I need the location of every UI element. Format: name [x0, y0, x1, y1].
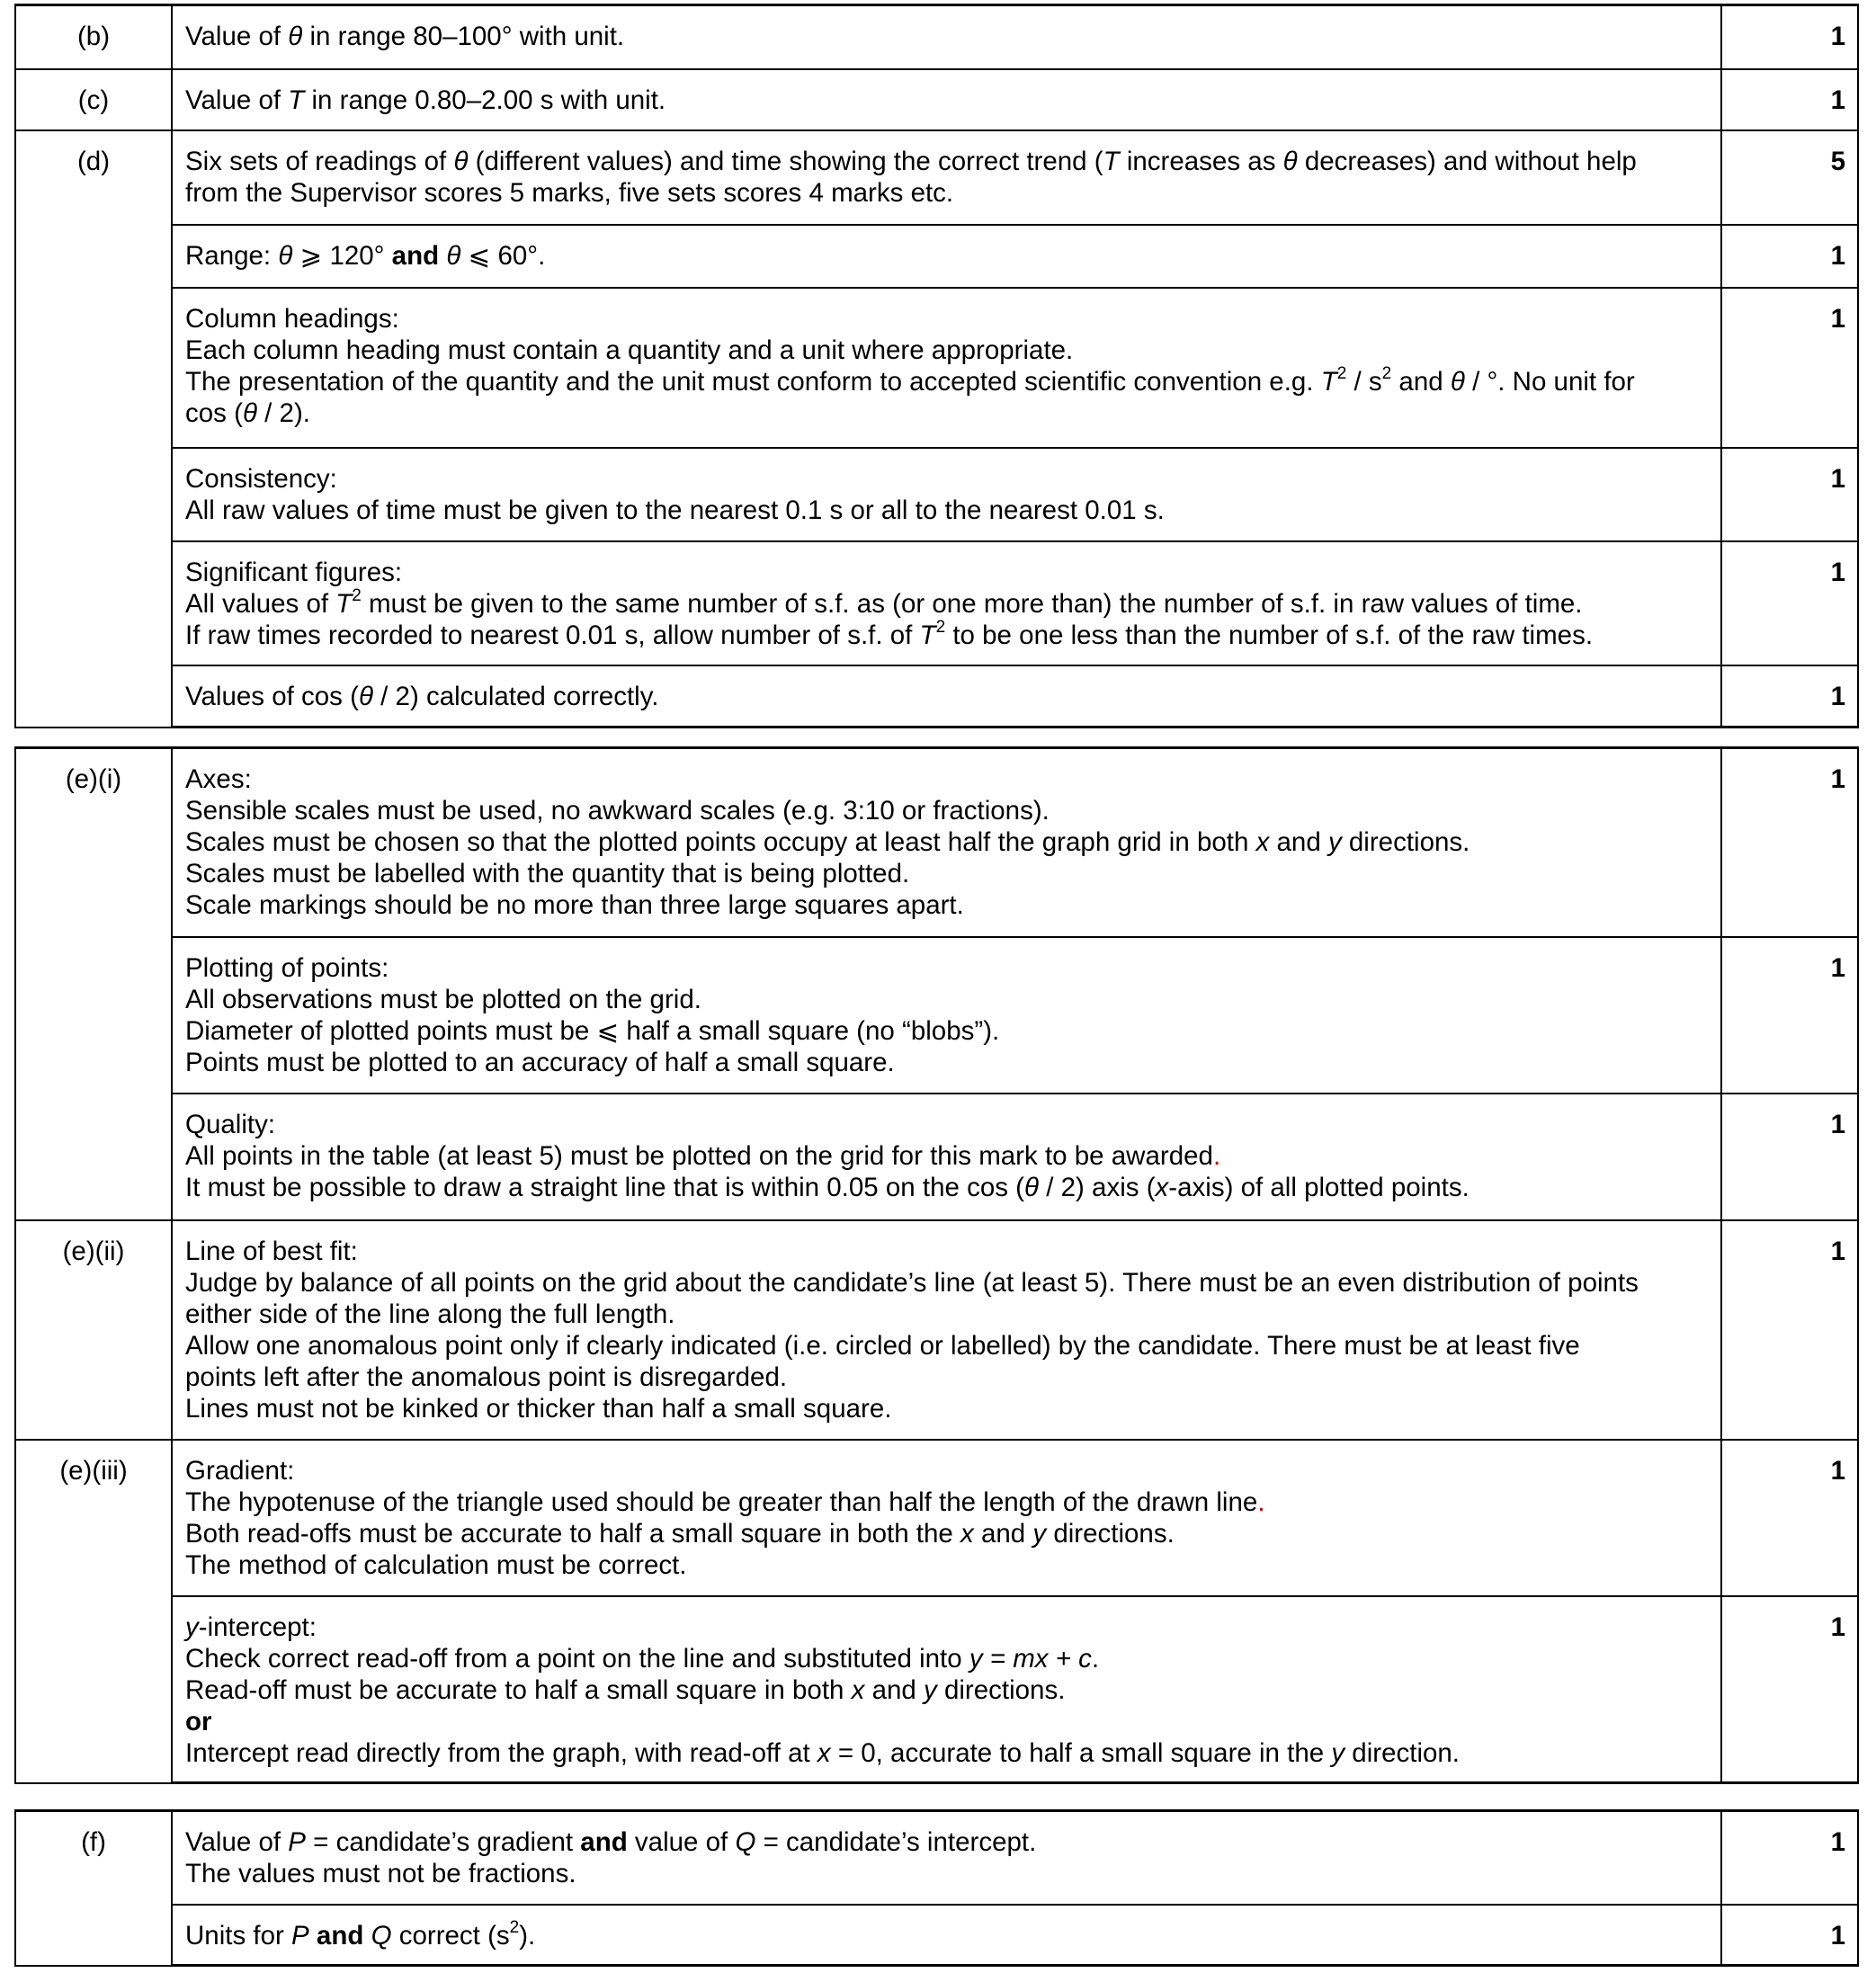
- row-d-readings: [15, 130, 1858, 225]
- row-c: [15, 69, 1858, 130]
- mark-value: 1: [1721, 5, 1858, 69]
- criterion: Quality: All points in the table (at least 5) must be plotted on the grid for this mark to be awarded. It must be possible to draw a straight line that is within 0.05 on the cos (θ / 2) axis (x-axis) of all plotted points.: [172, 1094, 1721, 1220]
- row-d-consistency: [15, 448, 1858, 541]
- criterion: Axes: Sensible scales must be used, no awkward scales (e.g. 3:10 or fractions). Scales must be chosen so that the plotted points occupy at least half the graph grid in both x and y directions. Scales must be labelled with the quantity that is being plotted. Scale markings should be no more than three large squares apart.: [172, 748, 1721, 937]
- row-ei-plotting: [15, 937, 1858, 1094]
- row-eiii-intercept: [15, 1596, 1858, 1783]
- mark-value: 1: [1721, 225, 1858, 288]
- criterion: Value of P = candidate’s gradient and value of Q = candidate’s intercept. The values must not be fractions.: [172, 1811, 1721, 1905]
- mark-scheme-table-3: [14, 1809, 1859, 1967]
- row-d-sigfig: [15, 541, 1858, 665]
- part-label: (e)(iii): [15, 1440, 172, 1783]
- mark-value: 1: [1721, 1094, 1858, 1220]
- criterion: Six sets of readings of θ (different values) and time showing the correct trend (T increases as θ decreases) and without help from the Supervisor scores 5 marks, five sets scores 4 marks etc.: [172, 130, 1721, 225]
- mark-value: 1: [1721, 1596, 1858, 1783]
- mark-value: 1: [1721, 665, 1858, 728]
- part-label: (d): [15, 130, 172, 728]
- row-f-units: [15, 1905, 1858, 1966]
- part-label: (e)(ii): [15, 1220, 172, 1440]
- part-label: (c): [15, 69, 172, 130]
- row-eiii-gradient: [15, 1440, 1858, 1596]
- criterion: Values of cos (θ / 2) calculated correctly.: [172, 665, 1721, 728]
- row-b: [15, 5, 1858, 69]
- mark-value: 1: [1721, 1440, 1858, 1596]
- criterion: Plotting of points: All observations must be plotted on the grid. Diameter of plotted points must be ⩽ half a small square (no “blobs”). Points must be plotted to an accuracy of half a small square.: [172, 937, 1721, 1094]
- criterion: Value of T in range 0.80–2.00 s with unit.: [172, 69, 1721, 130]
- row-d-range: [15, 225, 1858, 288]
- mark-value: 1: [1721, 1905, 1858, 1966]
- criterion: Consistency: All raw values of time must be given to the nearest 0.1 s or all to the nearest 0.01 s.: [172, 448, 1721, 541]
- criterion: Significant figures: All values of $T^2$ must be given to the same number of s.f. as (or one more than) the number of s.f. in raw values of time. If raw times recorded to nearest 0.01 s, allow number of s.f. of $T^2$ to be one less than the number of s.f. of the raw times.: [172, 541, 1721, 665]
- mark-value: 1: [1721, 69, 1858, 130]
- row-f-values: [15, 1811, 1858, 1905]
- mark-scheme-table-1: [14, 4, 1859, 728]
- criterion: Units for P and Q correct $(s^2)$.: [172, 1905, 1721, 1966]
- row-ei-quality: [15, 1094, 1858, 1220]
- criterion: Column headings: Each column heading must contain a quantity and a unit where appropriate. The presentation of the quantity and the unit must conform to accepted scientific convention e.g. $T^2 / s^2$ and θ / °. No unit for cos (θ / 2).: [172, 288, 1721, 448]
- row-d-cos: [15, 665, 1858, 728]
- part-label: (f): [15, 1811, 172, 1966]
- part-label: (e)(i): [15, 748, 172, 1220]
- mark-scheme-table-2: [14, 746, 1859, 1784]
- row-eii-best-fit: [15, 1220, 1858, 1440]
- row-ei-axes: [15, 748, 1858, 937]
- row-d-headings: [15, 288, 1858, 448]
- criterion: y-intercept: Check correct read-off from a point on the line and substituted into y = mx + c. Read-off must be accurate to half a small square in both x and y directions. or Intercept read directly from the graph, with read-off at x = 0, accurate to half a small square in the y direction.: [172, 1596, 1721, 1783]
- mark-value: 1: [1721, 448, 1858, 541]
- mark-value: 1: [1721, 748, 1858, 937]
- mark-value: 1: [1721, 1220, 1858, 1440]
- mark-value: 1: [1721, 937, 1858, 1094]
- criterion: Line of best fit: Judge by balance of all points on the grid about the candidate’s line (at least 5). There must be an even distribution of points either side of the line along the full length. Allow one anomalous point only if clearly indicated (i.e. circled or labelled) by the candidate. There must be at least five points left after the anomalous point is disregarded. Lines must not be kinked or thicker than half a small square.: [172, 1220, 1721, 1440]
- criterion: Value of θ in range 80–100° with unit.: [172, 5, 1721, 69]
- mark-value: 1: [1721, 288, 1858, 448]
- mark-value: 5: [1721, 130, 1858, 225]
- mark-value: 1: [1721, 541, 1858, 665]
- mark-value: 1: [1721, 1811, 1858, 1905]
- criterion: Gradient: The hypotenuse of the triangle used should be greater than half the length of the drawn line. Both read-offs must be accurate to half a small square in both the x and y directions. The method of calculation must be correct.: [172, 1440, 1721, 1596]
- part-label: (b): [15, 5, 172, 69]
- criterion: Range: θ ⩾ 120° and θ ⩽ 60°.: [172, 225, 1721, 288]
